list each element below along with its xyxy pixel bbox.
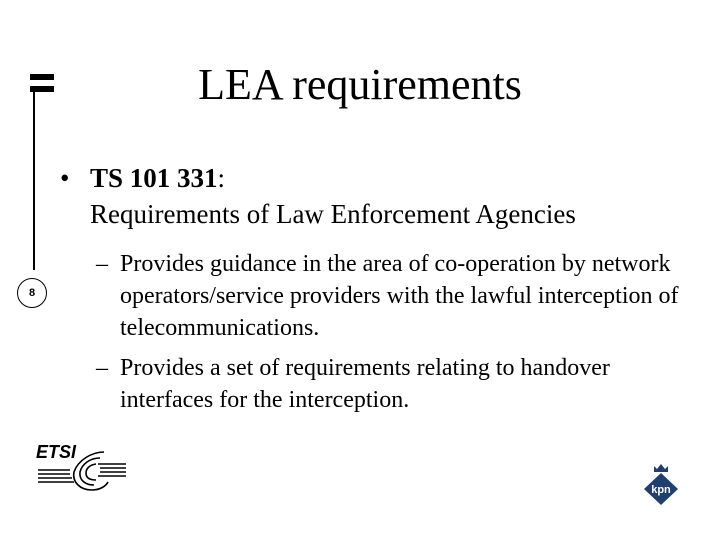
standard-id-colon: : <box>217 163 226 193</box>
page-number: 8 <box>17 278 47 308</box>
kpn-logo-text: kpn <box>651 484 671 496</box>
decoration-bar-top <box>30 74 54 80</box>
standard-name: Requirements of Law Enforcement Agencies <box>90 199 576 229</box>
sub-bullet-text: Provides guidance in the area of co-operation by network operators/service providers with the lawful interception of telecommunications. <box>120 251 679 341</box>
etsi-logo-text: ETSI <box>36 442 77 462</box>
main-bullet-text <box>90 160 700 232</box>
decoration-vertical-rule <box>33 92 35 270</box>
sub-bullet-marker: – <box>96 251 108 277</box>
slide-title: LEA requirements <box>198 60 522 109</box>
kpn-logo <box>638 460 684 506</box>
etsi-logo <box>34 438 128 496</box>
sub-bullet-text: Provides a set of requirements relating to handover interfaces for the interception. <box>120 355 610 413</box>
standard-id: TS 101 331 <box>90 163 218 193</box>
sub-bullet-marker: – <box>96 355 108 381</box>
bullet-dot-icon: • <box>60 163 70 193</box>
crown-icon <box>654 464 668 472</box>
